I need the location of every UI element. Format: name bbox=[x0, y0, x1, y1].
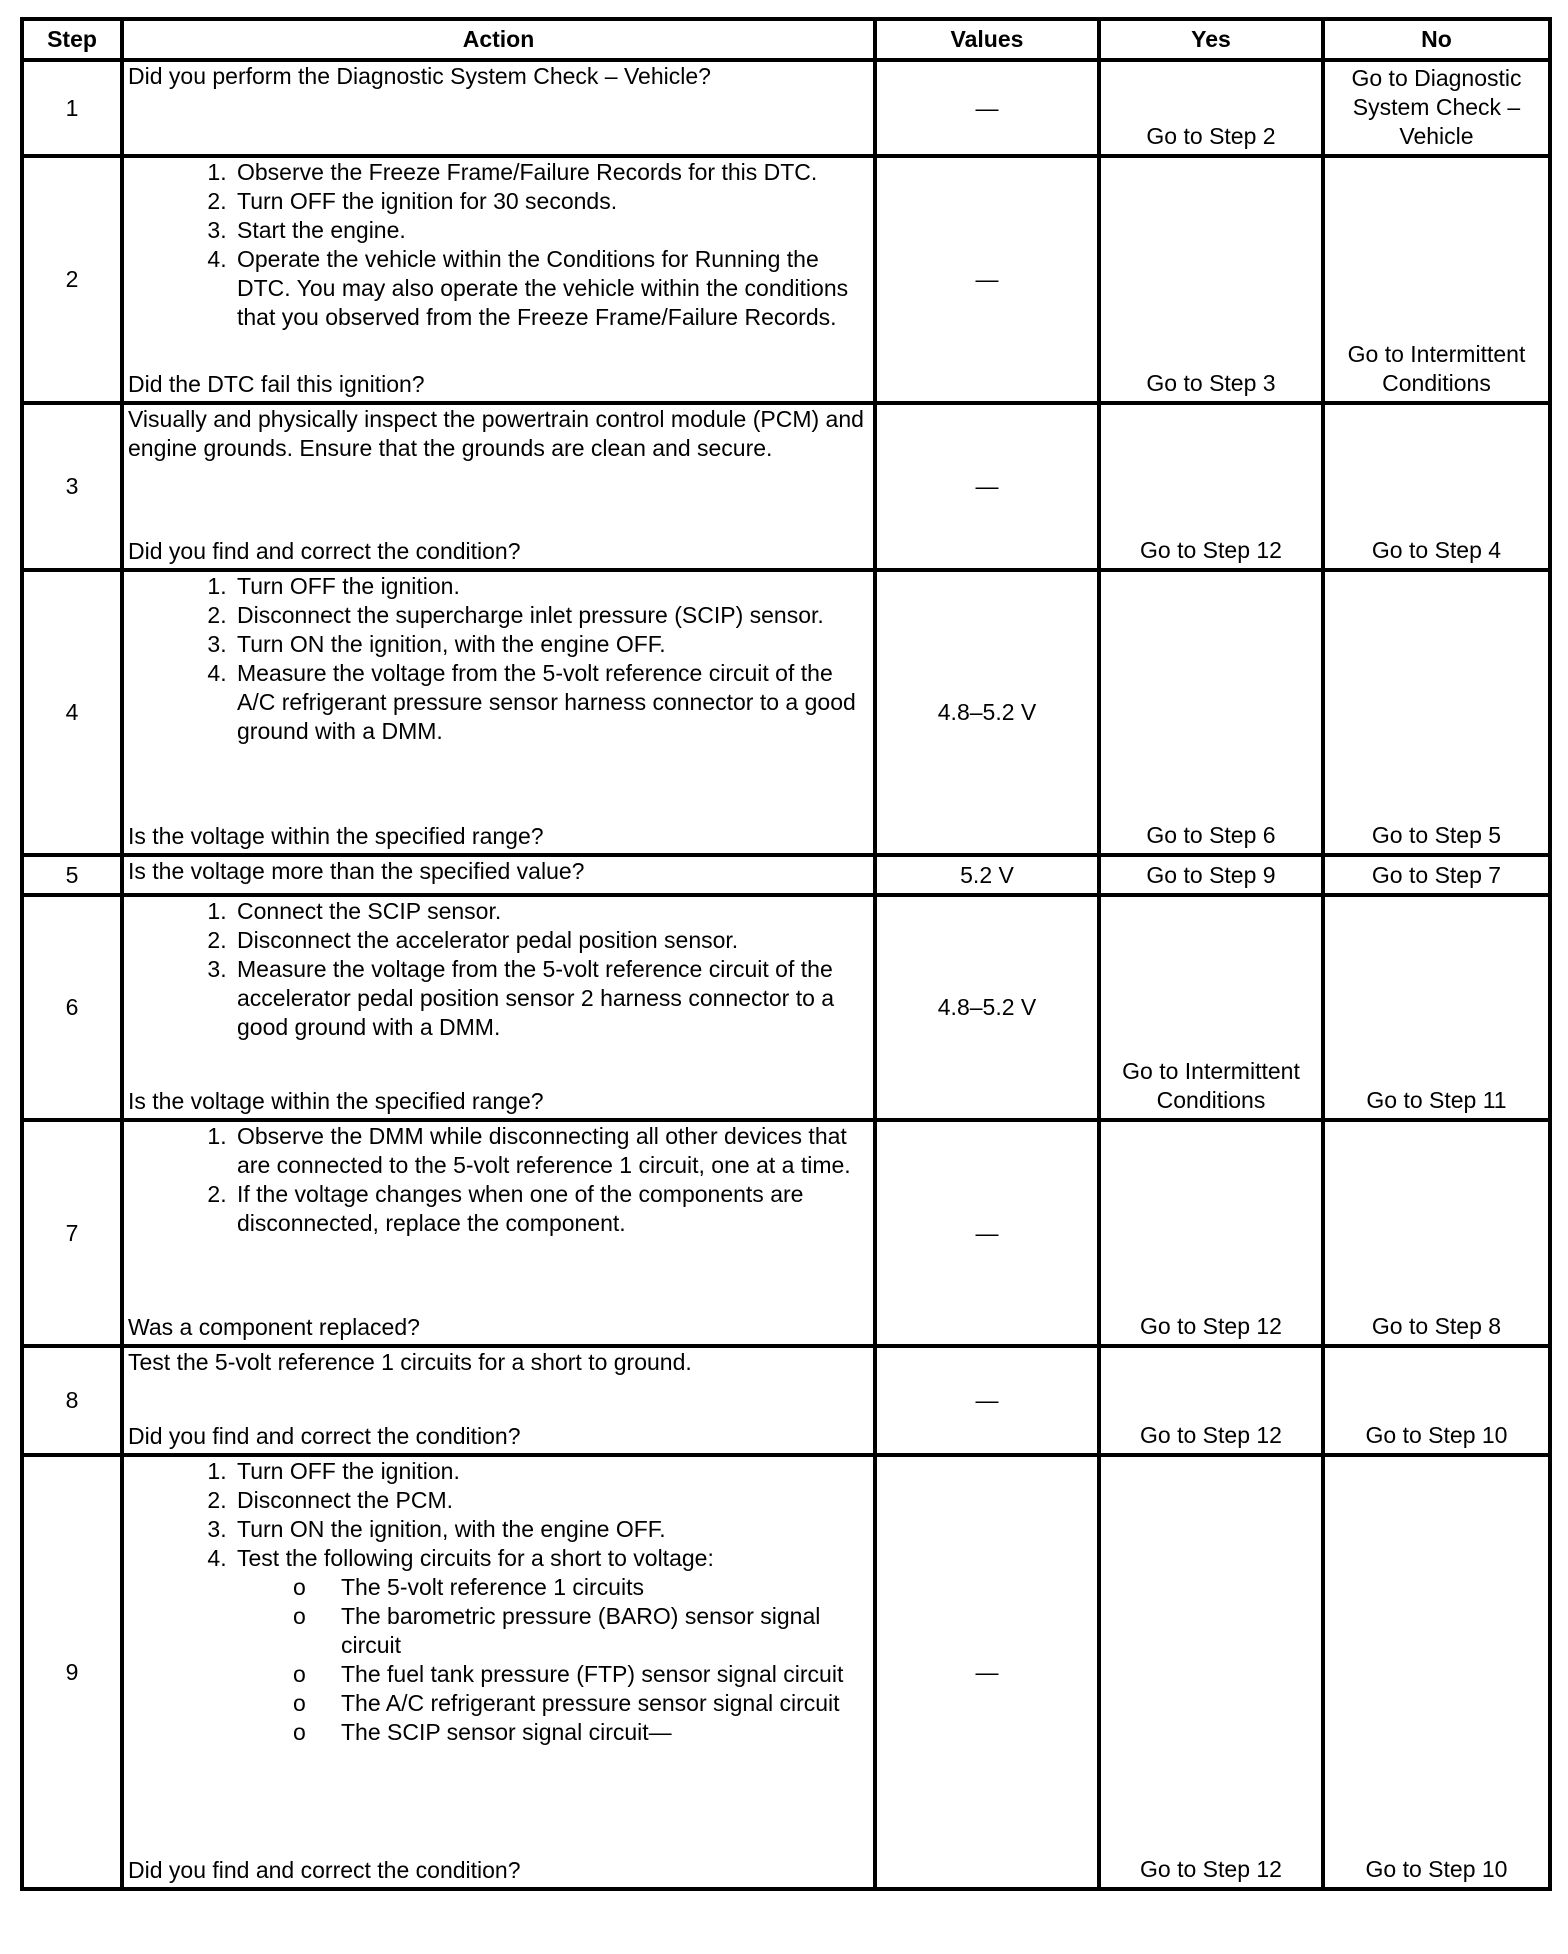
step-number: 3 bbox=[22, 403, 122, 570]
action-instructions bbox=[128, 158, 869, 332]
yes-result: Go to Step 2 bbox=[1099, 60, 1323, 156]
yes-result: Go to Intermittent Conditions bbox=[1099, 895, 1323, 1120]
action-cell bbox=[122, 60, 875, 156]
table-row bbox=[22, 156, 1550, 403]
action-step bbox=[233, 1457, 869, 1486]
value-cell: — bbox=[875, 403, 1099, 570]
action-step-text: Connect the SCIP sensor. bbox=[237, 898, 502, 924]
no-result: Go to Step 5 bbox=[1323, 570, 1550, 855]
action-text: Test the 5-volt reference 1 circuits for a short to ground. bbox=[128, 1349, 692, 1375]
header-no: No bbox=[1323, 19, 1550, 60]
yes-result: Go to Step 9 bbox=[1099, 855, 1323, 895]
action-cell bbox=[122, 855, 875, 895]
action-step bbox=[233, 1544, 869, 1747]
yes-result: Go to Step 12 bbox=[1099, 403, 1323, 570]
action-step-text: Turn OFF the ignition. bbox=[237, 573, 460, 599]
value-cell: — bbox=[875, 1120, 1099, 1346]
value-cell: 4.8–5.2 V bbox=[875, 570, 1099, 855]
action-steps-list bbox=[128, 572, 869, 746]
action-step bbox=[233, 955, 869, 1042]
table-row bbox=[22, 403, 1550, 570]
action-steps-list bbox=[128, 158, 869, 332]
action-step-text: Test the following circuits for a short to voltage: bbox=[237, 1545, 714, 1571]
action-step bbox=[233, 659, 869, 746]
action-cell bbox=[122, 403, 875, 570]
step-number: 9 bbox=[22, 1455, 122, 1889]
action-step bbox=[233, 1180, 869, 1238]
header-action: Action bbox=[122, 19, 875, 60]
step-number: 8 bbox=[22, 1346, 122, 1455]
action-text: Visually and physically inspect the powertrain control module (PCM) and engine grounds. Ensure that the grounds are clean and secure. bbox=[128, 406, 864, 461]
action-step-text: Measure the voltage from the 5-volt reference circuit of the accelerator pedal position sensor 2 harness connector to a good ground with a DMM. bbox=[237, 956, 835, 1040]
action-instructions bbox=[128, 1122, 869, 1238]
action-instructions bbox=[128, 1457, 869, 1747]
action-step-text: Turn OFF the ignition for 30 seconds. bbox=[237, 188, 618, 214]
action-step-text: Observe the DMM while disconnecting all other devices that are connected to the 5-volt reference 1 circuit, one at a time. bbox=[237, 1123, 851, 1178]
step-number: 5 bbox=[22, 855, 122, 895]
action-step bbox=[233, 1515, 869, 1544]
circuit-list bbox=[132, 1573, 869, 1747]
value-cell: 5.2 V bbox=[875, 855, 1099, 895]
step-number: 1 bbox=[22, 60, 122, 156]
circuit-item: o The A/C refrigerant pressure sensor signal circuit bbox=[317, 1689, 869, 1718]
circuit-item: o The SCIP sensor signal circuit— bbox=[317, 1718, 869, 1747]
action-step-text: Operate the vehicle within the Conditions for Running the DTC. You may also operate the vehicle within the conditions that you observed from the Freeze Frame/Failure Records. bbox=[237, 246, 849, 330]
value-cell: 4.8–5.2 V bbox=[875, 895, 1099, 1120]
action-step-text: Disconnect the accelerator pedal position sensor. bbox=[237, 927, 739, 953]
action-question: Is the voltage within the specified range? bbox=[128, 823, 544, 849]
no-result: Go to Step 11 bbox=[1323, 895, 1550, 1120]
action-instructions bbox=[128, 572, 869, 746]
action-step-text: Observe the Freeze Frame/Failure Records for this DTC. bbox=[237, 159, 818, 185]
yes-result: Go to Step 12 bbox=[1099, 1120, 1323, 1346]
circuit-item: o The fuel tank pressure (FTP) sensor signal circuit bbox=[317, 1660, 869, 1689]
action-steps-list bbox=[128, 1122, 869, 1238]
no-result: Go to Step 10 bbox=[1323, 1455, 1550, 1889]
value-cell: — bbox=[875, 60, 1099, 156]
step-number: 4 bbox=[22, 570, 122, 855]
action-instructions bbox=[128, 897, 869, 1042]
action-question: Is the voltage more than the specified value? bbox=[128, 858, 585, 884]
no-result: Go to Intermittent Conditions bbox=[1323, 156, 1550, 403]
action-step bbox=[233, 216, 869, 245]
circuit-item: o The barometric pressure (BARO) sensor signal circuit bbox=[317, 1602, 869, 1660]
action-step bbox=[233, 630, 869, 659]
header-yes: Yes bbox=[1099, 19, 1323, 60]
action-instructions bbox=[128, 1348, 869, 1377]
action-step bbox=[233, 1486, 869, 1515]
action-cell bbox=[122, 570, 875, 855]
yes-result: Go to Step 6 bbox=[1099, 570, 1323, 855]
action-question: Did you perform the Diagnostic System Check – Vehicle? bbox=[128, 63, 711, 89]
yes-result: Go to Step 12 bbox=[1099, 1346, 1323, 1455]
header-values: Values bbox=[875, 19, 1099, 60]
action-question: Did the DTC fail this ignition? bbox=[128, 371, 425, 397]
table-row bbox=[22, 855, 1550, 895]
no-result: Go to Step 7 bbox=[1323, 855, 1550, 895]
action-step bbox=[233, 187, 869, 216]
action-step-text: Turn ON the ignition, with the engine OFF. bbox=[237, 1516, 666, 1542]
action-step bbox=[233, 245, 869, 332]
value-cell: — bbox=[875, 1346, 1099, 1455]
value-cell: — bbox=[875, 156, 1099, 403]
action-instructions bbox=[128, 405, 869, 463]
yes-result: Go to Step 12 bbox=[1099, 1455, 1323, 1889]
step-number: 7 bbox=[22, 1120, 122, 1346]
action-step bbox=[233, 601, 869, 630]
value-cell: — bbox=[875, 1455, 1099, 1889]
action-step-text: Turn OFF the ignition. bbox=[237, 1458, 460, 1484]
action-question: Did you find and correct the condition? bbox=[128, 1857, 521, 1883]
action-step-text: Start the engine. bbox=[237, 217, 406, 243]
no-result: Go to Step 8 bbox=[1323, 1120, 1550, 1346]
action-steps-list bbox=[128, 897, 869, 1042]
yes-result: Go to Step 3 bbox=[1099, 156, 1323, 403]
no-result: Go to Step 4 bbox=[1323, 403, 1550, 570]
action-step bbox=[233, 1122, 869, 1180]
no-result: Go to Diagnostic System Check – Vehicle bbox=[1323, 60, 1550, 156]
circuit-item: o The 5-volt reference 1 circuits bbox=[317, 1573, 869, 1602]
action-question: Did you find and correct the condition? bbox=[128, 1423, 521, 1449]
action-cell bbox=[122, 1346, 875, 1455]
header-step: Step bbox=[22, 19, 122, 60]
action-step-text: Measure the voltage from the 5-volt reference circuit of the A/C refrigerant pressure sensor harness connector to a good ground with a DMM. bbox=[237, 660, 856, 744]
action-step bbox=[233, 897, 869, 926]
no-result: Go to Step 10 bbox=[1323, 1346, 1550, 1455]
table-row bbox=[22, 570, 1550, 855]
action-step-text: Disconnect the PCM. bbox=[237, 1487, 454, 1513]
action-question: Was a component replaced? bbox=[128, 1314, 420, 1340]
action-step bbox=[233, 572, 869, 601]
table-row bbox=[22, 60, 1550, 156]
action-cell bbox=[122, 1120, 875, 1346]
action-cell bbox=[122, 156, 875, 403]
action-step-text: Turn ON the ignition, with the engine OFF. bbox=[237, 631, 666, 657]
diagnostic-table bbox=[20, 17, 1552, 1891]
action-steps-list bbox=[128, 1457, 869, 1747]
header-row bbox=[22, 19, 1550, 60]
action-step bbox=[233, 926, 869, 955]
table-row bbox=[22, 1346, 1550, 1455]
step-number: 2 bbox=[22, 156, 122, 403]
action-step-text: If the voltage changes when one of the components are disconnected, replace the component. bbox=[237, 1181, 804, 1236]
action-cell bbox=[122, 1455, 875, 1889]
action-step-text: Disconnect the supercharge inlet pressure (SCIP) sensor. bbox=[237, 602, 824, 628]
step-number: 6 bbox=[22, 895, 122, 1120]
action-step bbox=[233, 158, 869, 187]
action-question: Did you find and correct the condition? bbox=[128, 538, 521, 564]
action-cell bbox=[122, 895, 875, 1120]
table-row bbox=[22, 1455, 1550, 1889]
action-question: Is the voltage within the specified range? bbox=[128, 1088, 544, 1114]
table-row bbox=[22, 895, 1550, 1120]
table-row bbox=[22, 1120, 1550, 1346]
